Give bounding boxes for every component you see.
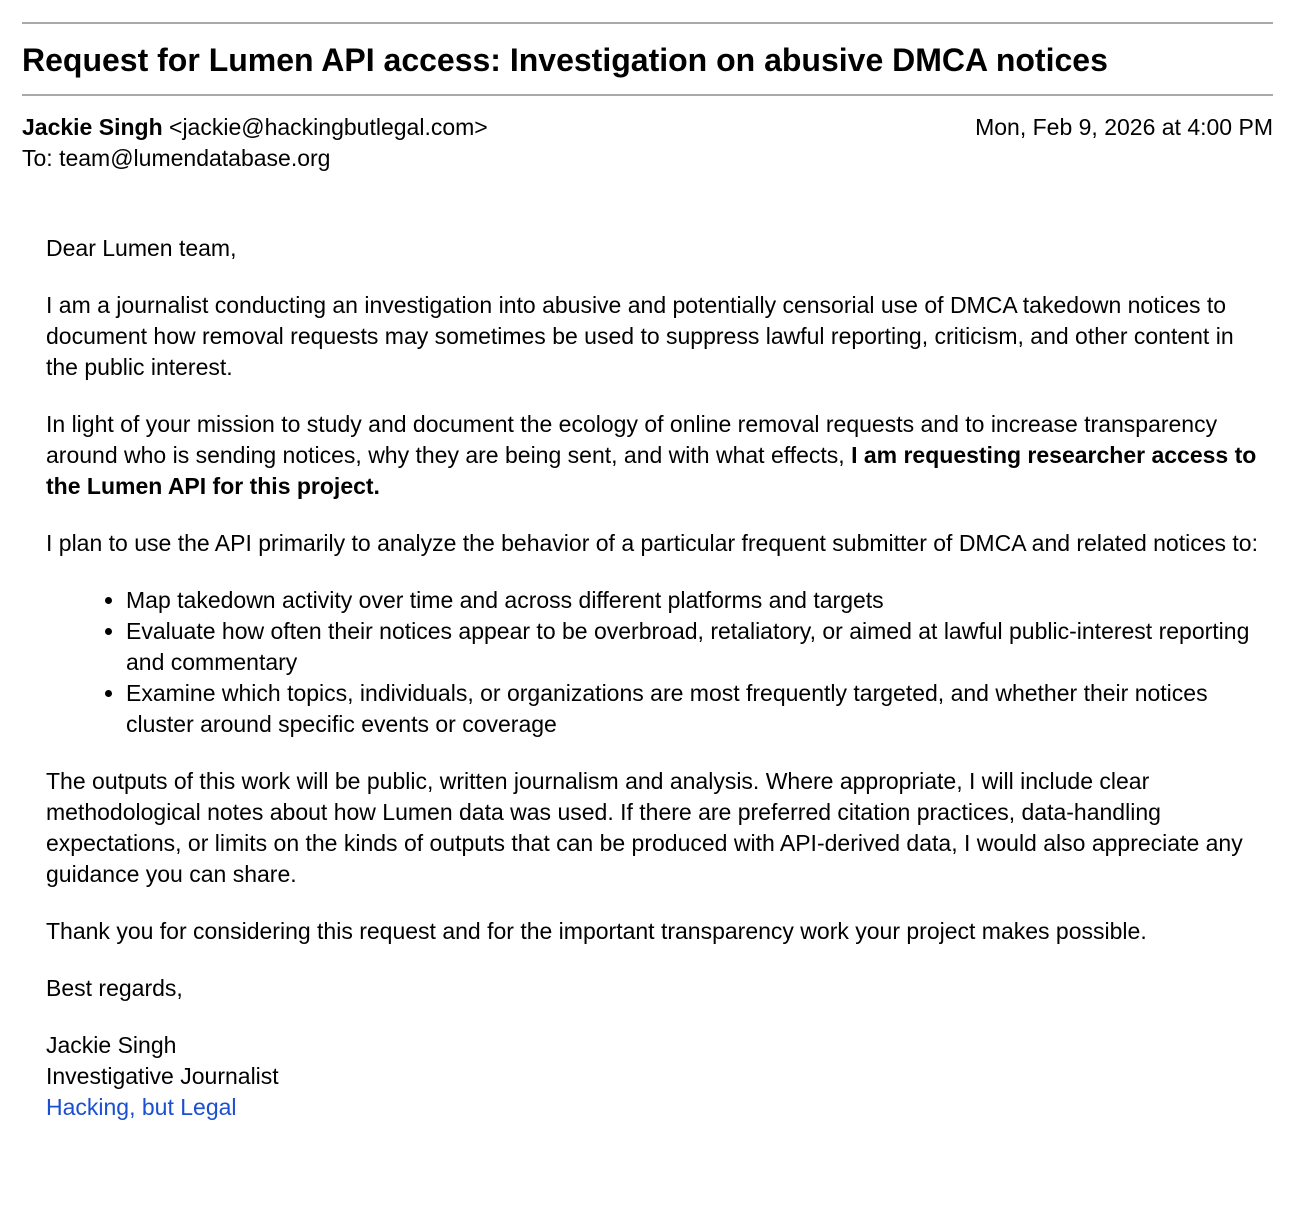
top-divider — [22, 22, 1273, 24]
sender-name: Jackie Singh — [22, 114, 163, 140]
paragraph-2-text: In light of your mission to study and document the ecology of online removal requests and to increase transparency around who is sending notices, why they are being sent, and with what effects, — [46, 411, 1218, 468]
body-paragraph-3: I plan to use the API primarily to analyze the behavior of a particular frequent submitter of DMCA and related notices to: — [46, 530, 1258, 556]
email-date: Mon, Feb 9, 2026 at 4:00 PM — [975, 114, 1273, 140]
signature-name: Jackie Singh — [46, 1032, 177, 1058]
email-body — [46, 233, 1261, 1123]
body-paragraph-1: I am a journalist conducting an investigation into abusive and potentially censorial use of DMCA takedown notices to document how removal requests may sometimes be used to suppress lawful reporting, criticism, and other content in the public interest. — [46, 292, 1234, 380]
greeting: Dear Lumen team, — [46, 235, 237, 261]
closing: Best regards, — [46, 975, 183, 1001]
signature — [46, 1030, 1261, 1123]
goals-list — [46, 585, 1261, 740]
signature-title: Investigative Journalist — [46, 1063, 279, 1089]
list-item: • Evaluate how often their notices appear to be overbroad, retaliatory, or aimed at lawful public-interest reporting and commentary — [126, 616, 1261, 678]
header-divider — [22, 94, 1273, 96]
body-paragraph-2 — [46, 409, 1261, 502]
list-item: • Map takedown activity over time and across different platforms and targets — [126, 585, 1261, 616]
recipient-line — [22, 144, 330, 172]
signature-link[interactable]: Hacking, but Legal — [46, 1094, 237, 1120]
sender-email: <jackie@hackingbutlegal.com> — [169, 114, 488, 140]
access-request-emphasis: I am requesting researcher access to the Lumen API for this project. — [46, 442, 1257, 499]
body-paragraph-5: Thank you for considering this request and for the important transparency work your project makes possible. — [46, 918, 1147, 944]
body-paragraph-4: The outputs of this work will be public, written journalism and analysis. Where appropriate, I will include clear methodological notes about how Lumen data was used. If there are preferred citation practices, data-handling expectations, or limits on the kinds of outputs that can be produced with API-derived data, I would also appreciate any guidance you can share. — [46, 768, 1243, 887]
email-subject: Request for Lumen API access: Investigation on abusive DMCA notices — [22, 42, 1108, 78]
recipient-address: team@lumendatabase.org — [59, 145, 331, 171]
list-item: • Examine which topics, individuals, or organizations are most frequently targeted, and whether their notices cluster around specific events or coverage — [126, 678, 1261, 740]
sender-line — [22, 113, 488, 141]
to-label: To: — [22, 145, 53, 171]
